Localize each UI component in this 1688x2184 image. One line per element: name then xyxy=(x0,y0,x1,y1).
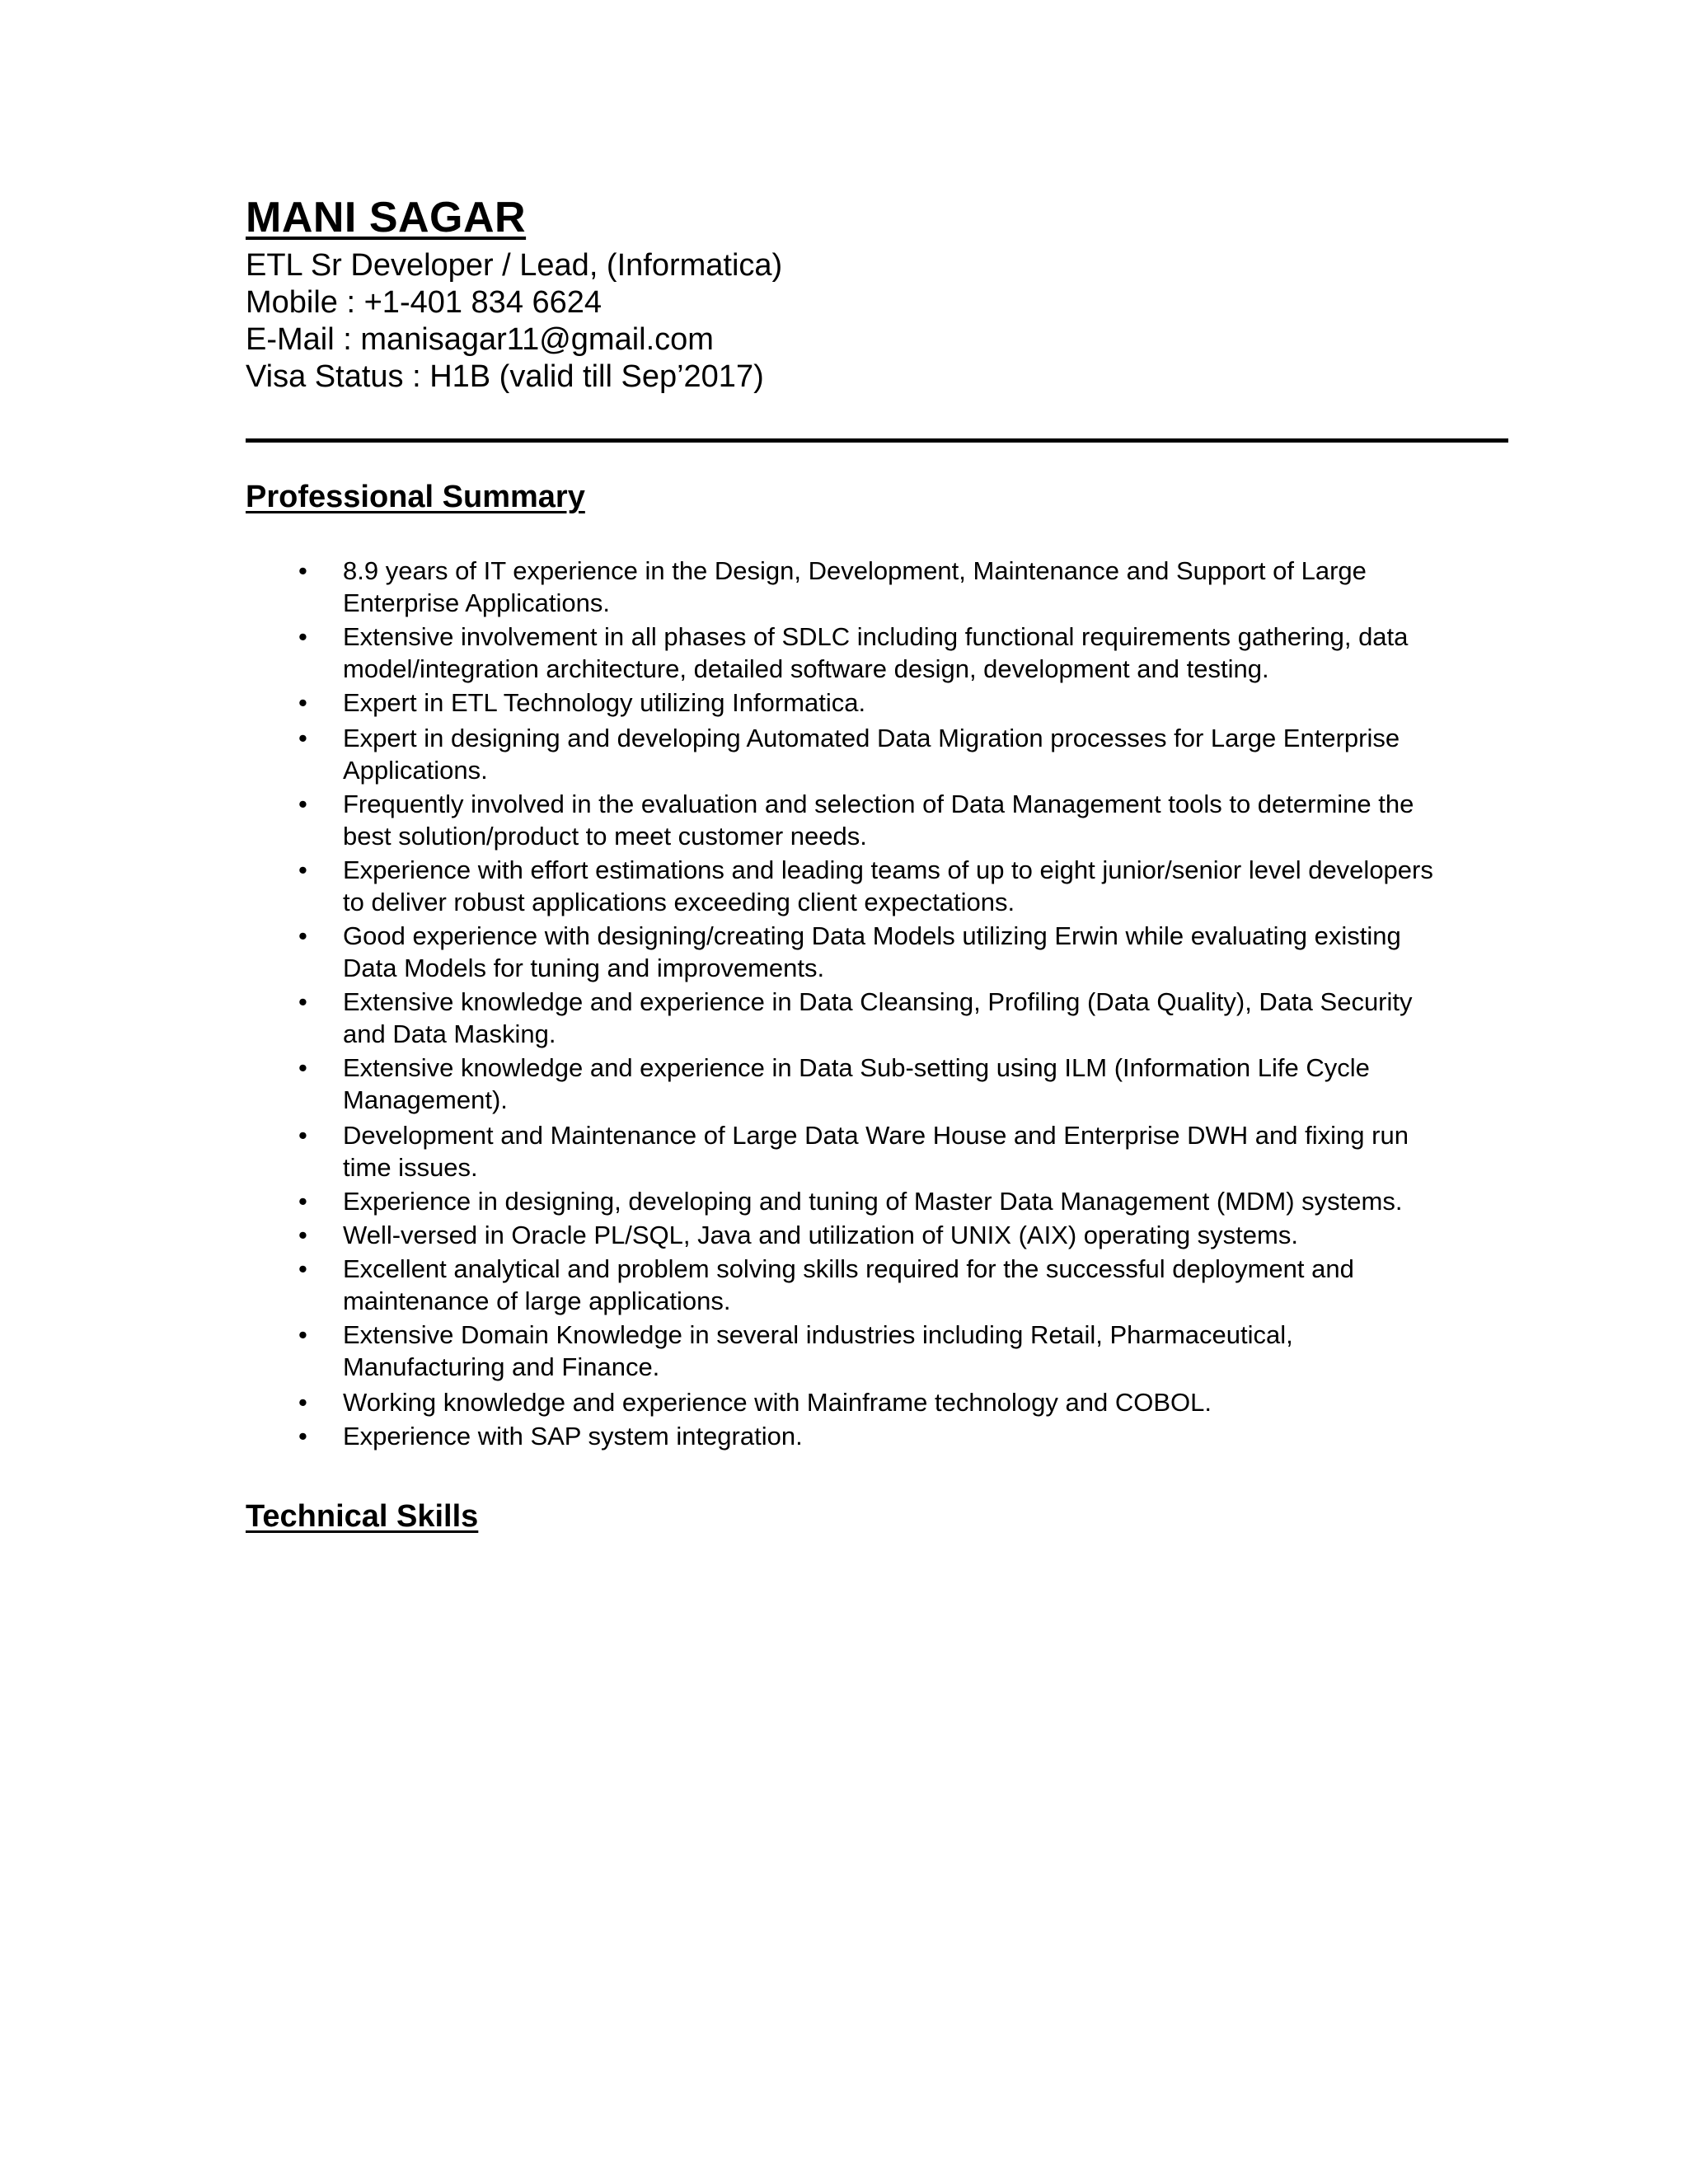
summary-item-text: Extensive knowledge and experience in Data Sub-setting using ILM (Information Life Cycle Management). xyxy=(343,1053,1370,1114)
bullet-icon: • xyxy=(298,1320,307,1349)
summary-list-item xyxy=(246,1185,1449,1217)
summary-item-text: Extensive Domain Knowledge in several industries including Retail, Pharmaceutical, Manufacturing and Finance. xyxy=(343,1320,1293,1381)
summary-item-text: Development and Maintenance of Large Data Ware House and Enterprise DWH and fixing run time issues. xyxy=(343,1121,1409,1182)
summary-list-item xyxy=(246,555,1449,619)
candidate-name: MANI SAGAR xyxy=(246,194,527,241)
bullet-icon: • xyxy=(298,921,307,950)
professional-summary-heading: Professional Summary xyxy=(246,480,585,514)
summary-item-text: Expert in ETL Technology utilizing Informatica. xyxy=(343,688,866,717)
summary-item-text: Working knowledge and experience with Mainframe technology and COBOL. xyxy=(343,1388,1212,1417)
summary-list-item xyxy=(246,986,1449,1050)
bullet-icon: • xyxy=(298,1053,307,1082)
bullet-icon: • xyxy=(298,688,307,717)
summary-item-text: Extensive knowledge and experience in Data Cleansing, Profiling (Data Quality), Data Security and Data Masking. xyxy=(343,987,1413,1048)
bullet-icon: • xyxy=(298,622,307,651)
summary-list-item xyxy=(246,1319,1449,1383)
bullet-icon: • xyxy=(298,724,307,752)
summary-item-text: Extensive involvement in all phases of SDLC including functional requirements gathering, data model/integration architecture, detailed software design, development and testing. xyxy=(343,622,1409,683)
bullet-icon: • xyxy=(298,1254,307,1283)
summary-list-item xyxy=(246,687,1449,719)
bullet-icon: • xyxy=(298,1221,307,1249)
summary-item-text: Well-versed in Oracle PL/SQL, Java and utilization of UNIX (AIX) operating systems. xyxy=(343,1221,1298,1249)
bullet-icon: • xyxy=(298,987,307,1016)
summary-list-item xyxy=(246,920,1449,984)
bullet-icon: • xyxy=(298,1121,307,1150)
summary-list-item xyxy=(246,788,1449,852)
summary-item-text: Experience with effort estimations and leading teams of up to eight junior/senior level developers to deliver robust applications exceeding client expectations. xyxy=(343,855,1433,916)
summary-list-item xyxy=(246,1119,1449,1183)
summary-list-item xyxy=(246,1219,1449,1251)
bullet-icon: • xyxy=(298,855,307,884)
visa-status: Visa Status : H1B (valid till Sep’2017) xyxy=(246,359,764,394)
summary-list-item xyxy=(246,621,1449,685)
professional-summary-list xyxy=(246,555,1449,1452)
summary-item-text: Good experience with designing/creating Data Models utilizing Erwin while evaluating existing Data Models for tuning and improvements. xyxy=(343,921,1401,982)
summary-item-text: Expert in designing and developing Automated Data Migration processes for Large Enterprise Applications. xyxy=(343,724,1400,785)
bullet-icon: • xyxy=(298,1388,307,1417)
technical-skills-heading: Technical Skills xyxy=(246,1499,479,1534)
summary-list-item xyxy=(246,854,1449,918)
summary-list-item xyxy=(246,1420,1449,1452)
summary-item-text: Experience with SAP system integration. xyxy=(343,1422,803,1451)
bullet-icon: • xyxy=(298,556,307,585)
resume-header xyxy=(246,191,1515,396)
job-title: ETL Sr Developer / Lead, (Informatica) xyxy=(246,248,783,283)
header-divider xyxy=(246,438,1508,443)
email-address: E-Mail : manisagar11@gmail.com xyxy=(246,322,714,357)
summary-list-item xyxy=(246,1386,1449,1418)
summary-list-item xyxy=(246,1052,1449,1116)
bullet-icon: • xyxy=(298,790,307,818)
bullet-icon: • xyxy=(298,1422,307,1451)
bullet-icon: • xyxy=(298,1187,307,1216)
summary-item-text: Experience in designing, developing and tuning of Master Data Management (MDM) systems. xyxy=(343,1187,1403,1216)
summary-item-text: Excellent analytical and problem solving skills required for the successful deployment and maintenance of large applications. xyxy=(343,1254,1354,1315)
summary-list-item xyxy=(246,1253,1449,1317)
summary-item-text: Frequently involved in the evaluation and selection of Data Management tools to determine the best solution/product to meet customer needs. xyxy=(343,790,1414,851)
summary-list-item xyxy=(246,722,1449,786)
summary-item-text: 8.9 years of IT experience in the Design, Development, Maintenance and Support of Large Enterprise Applications. xyxy=(343,556,1367,617)
mobile-number: Mobile : +1-401 834 6624 xyxy=(246,285,603,320)
